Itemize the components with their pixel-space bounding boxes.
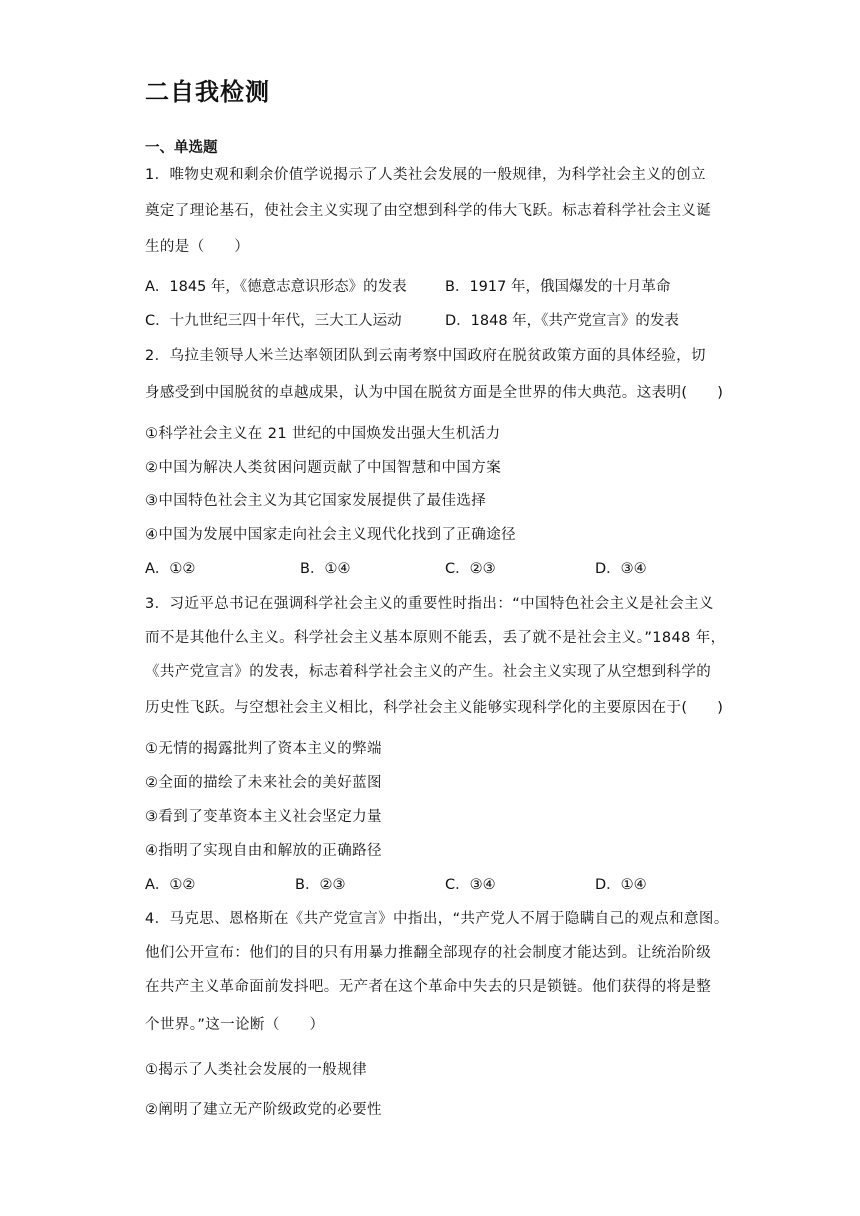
q3-item-4: ④指明了实现自由和解放的正确路径 (145, 843, 382, 859)
q2-option-c[interactable]: C．②③ (445, 561, 496, 577)
q2-item-2: ②中国为解决人类贫困问题贡献了中国智慧和中国方案 (145, 460, 502, 476)
q2-item-1: ①科学社会主义在 21 世纪的中国焕发出强大生机活力 (145, 426, 501, 442)
q2-line-1: 2．乌拉圭领导人米兰达率领团队到云南考察中国政府在脱贫政策方面的具体经验，切 (145, 348, 706, 364)
q2-item-3: ③中国特色社会主义为其它国家发展提供了最佳选择 (145, 493, 487, 509)
q3-line-4: 历史性飞跃。与空想社会主义相比，科学社会主义能够实现科学化的主要原因在于( ) (145, 700, 724, 716)
q1-line-1: 1．唯物史观和剩余价值学说揭示了人类社会发展的一般规律，为科学社会主义的创立 (145, 167, 706, 183)
q3-item-2: ②全面的描绘了未来社会的美好蓝图 (145, 775, 382, 791)
q3-item-1: ①无情的揭露批判了资本主义的弊端 (145, 741, 382, 757)
q4-line-1: 4．马克思、恩格斯在《共产党宣言》中指出，“共产党人不屑于隐瞒自己的观点和意图。 (145, 911, 729, 927)
q2-option-d[interactable]: D．③④ (595, 561, 647, 577)
q4-line-4: 个世界。”这一论断（ ） (145, 1017, 325, 1033)
q2-option-a[interactable]: A．①② (145, 561, 196, 577)
q3-option-a[interactable]: A．①② (145, 877, 196, 893)
q2-option-b[interactable]: B．①④ (300, 561, 351, 577)
q1-option-c[interactable]: C．十九世纪三四十年代，三大工人运动 (145, 313, 402, 329)
q3-line-1: 3．习近平总书记在强调科学社会主义的重要性时指出：“中国特色社会主义是社会主义 (145, 596, 714, 612)
q3-line-3: 《共产党宣言》的发表，标志着科学社会主义的产生。社会主义实现了从空想到科学的 (145, 664, 712, 680)
q4-item-1: ①揭示了人类社会发展的一般规律 (145, 1062, 367, 1078)
q4-item-2: ②阐明了建立无产阶级政党的必要性 (145, 1102, 382, 1118)
section-heading: 一、单选题 (145, 140, 218, 156)
q3-line-2: 而不是其他什么主义。科学社会主义基本原则不能丢，丢了就不是社会主义。”1848 年， (145, 630, 726, 646)
q3-item-3: ③看到了变革资本主义社会坚定力量 (145, 809, 382, 825)
q2-line-2: 身感受到中国脱贫的卓越成果，认为中国在脱贫方面是全世界的伟大典范。这表明( ) (145, 385, 724, 401)
q4-line-2: 他们公开宣布：他们的目的只有用暴力推翻全部现存的社会制度才能达到。让统治阶级 (145, 945, 712, 961)
q3-option-c[interactable]: C．③④ (445, 877, 496, 893)
q3-option-b[interactable]: B．②③ (295, 877, 346, 893)
q3-option-d[interactable]: D．①④ (595, 877, 647, 893)
q1-option-a[interactable]: A．1845 年，《德意志意识形态》的发表 (145, 279, 407, 295)
q1-line-3: 生的是（ ） (145, 239, 250, 255)
q4-line-3: 在共产主义革命面前发抖吧。无产者在这个革命中失去的只是锁链。他们获得的将是整 (145, 979, 712, 995)
q1-option-b[interactable]: B．1917 年，俄国爆发的十月革命 (445, 279, 671, 295)
q2-item-4: ④中国为发展中国家走向社会主义现代化找到了正确途径 (145, 527, 516, 543)
q1-option-d[interactable]: D．1848 年，《共产党宣言》的发表 (445, 313, 679, 329)
q1-line-2: 奠定了理论基石，使社会主义实现了由空想到科学的伟大飞跃。标志着科学社会主义诞 (145, 203, 712, 219)
page-title: 二自我检测 (145, 78, 270, 106)
